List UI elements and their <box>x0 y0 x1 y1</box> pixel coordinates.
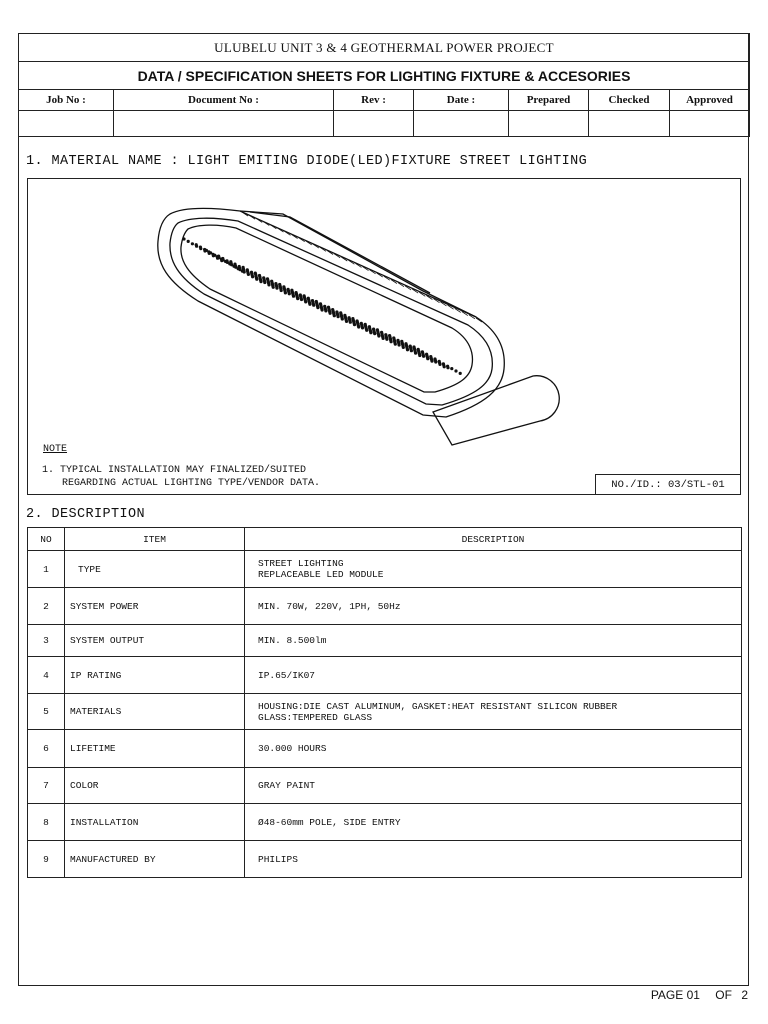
row-description-line-1: IP.65/IK07 <box>258 669 316 681</box>
led-dot <box>258 274 261 277</box>
row-no: 5 <box>28 694 65 730</box>
led-dot <box>356 319 359 322</box>
table-row <box>28 551 742 588</box>
led-dot <box>348 316 351 319</box>
led-dot <box>182 237 185 240</box>
row-description-line-1: Ø48-60mm POLE, SIDE ENTRY <box>258 816 401 828</box>
table-row <box>28 768 742 804</box>
led-dot <box>246 268 249 271</box>
led-dot <box>262 276 265 279</box>
rev-label: Rev : <box>334 90 414 111</box>
led-dot <box>380 331 383 334</box>
led-dot <box>307 297 310 300</box>
led-dot <box>331 308 334 311</box>
row-description <box>245 768 742 804</box>
led-dot <box>343 314 346 317</box>
table-row <box>28 841 742 878</box>
row-description-line-1: HOUSING:DIE CAST ALUMINUM, GASKET:HEAT RESISTANT SILICON RUBBER <box>258 700 618 712</box>
table-row <box>28 625 742 657</box>
led-dot <box>282 285 285 288</box>
row-description-line-1: 30.000 HOURS <box>258 743 327 754</box>
led-dot <box>372 328 375 331</box>
led-dot <box>409 345 412 348</box>
led-dot <box>254 272 257 275</box>
checked-value <box>589 111 670 137</box>
led-dot <box>327 306 330 309</box>
row-description <box>245 730 742 768</box>
table-row <box>28 657 742 694</box>
led-dot <box>351 317 354 320</box>
led-dot <box>221 257 224 260</box>
row-description-line-1: MIN. 70W, 220V, 1PH, 50Hz <box>258 600 401 612</box>
row-no: 1 <box>28 551 65 588</box>
led-dot <box>429 355 432 358</box>
row-item: MANUFACTURED BY <box>65 841 245 878</box>
row-item: INSTALLATION <box>65 804 245 841</box>
led-dot <box>274 282 277 285</box>
row-description-line-1: PHILIPS <box>258 853 298 865</box>
led-dot <box>233 263 236 266</box>
led-dot <box>242 266 245 269</box>
led-dot <box>446 365 449 368</box>
led-dot <box>238 265 241 268</box>
led-dot <box>213 254 216 257</box>
led-dot <box>335 310 338 313</box>
led-dot <box>191 242 194 245</box>
project-title: ULUBELU UNIT 3 & 4 GEOTHERMAL POWER PROJECT <box>19 34 750 62</box>
row-no: 4 <box>28 657 65 694</box>
led-dot <box>195 243 198 246</box>
document-no-label: Document No : <box>114 90 334 111</box>
led-dot <box>384 333 387 336</box>
approved-label: Approved <box>670 90 750 111</box>
page-total: 2 <box>741 988 748 1002</box>
led-dot <box>323 305 326 308</box>
row-no: 3 <box>28 625 65 657</box>
led-dot <box>311 299 314 302</box>
row-item: IP RATING <box>65 657 245 694</box>
description-table <box>27 527 742 878</box>
approved-value <box>670 111 750 137</box>
prepared-label: Prepared <box>509 90 589 111</box>
led-dot <box>187 240 190 243</box>
note-title: NOTE <box>43 444 68 455</box>
section-2-title: 2. DESCRIPTION <box>26 507 146 522</box>
col-item-header: ITEM <box>65 528 245 551</box>
led-dot <box>315 300 318 303</box>
drawing-id-label: NO./ID.: 03/STL-01 <box>595 474 741 495</box>
page-of-label: OF <box>715 988 732 1002</box>
row-description-line-1: MIN. 8.500lm <box>258 635 327 646</box>
street-light-drawing <box>28 179 740 494</box>
led-dot <box>454 369 457 372</box>
document-title: DATA / SPECIFICATION SHEETS FOR LIGHTING FIXTURE & ACCESORIES <box>19 62 750 90</box>
table-row <box>28 588 742 625</box>
led-dot <box>229 260 232 263</box>
row-description <box>245 804 742 841</box>
led-dot <box>459 372 462 375</box>
led-dot <box>287 288 290 291</box>
drawing-box <box>27 178 741 495</box>
row-item: SYSTEM POWER <box>65 588 245 625</box>
row-no: 8 <box>28 804 65 841</box>
row-description-line-1: STREET LIGHTING <box>258 558 344 569</box>
page-footer <box>648 988 748 1002</box>
row-item: SYSTEM OUTPUT <box>65 625 245 657</box>
led-dot <box>368 325 371 328</box>
led-dot <box>442 362 445 365</box>
table-row <box>28 694 742 730</box>
date-value <box>414 111 509 137</box>
row-description-line-2: GLASS:TEMPERED GLASS <box>258 711 373 723</box>
row-description-line-1: GRAY PAINT <box>258 780 316 791</box>
row-description-line-2: REPLACEABLE LED MODULE <box>258 569 384 580</box>
document-no-value <box>114 111 334 137</box>
row-item: COLOR <box>65 768 245 804</box>
led-dot <box>364 323 367 326</box>
row-no: 7 <box>28 768 65 804</box>
row-item: TYPE <box>65 551 245 588</box>
col-description-header: DESCRIPTION <box>245 528 742 551</box>
led-dot <box>376 328 379 331</box>
description-table-header <box>28 528 742 551</box>
job-no-label: Job No : <box>19 90 114 111</box>
section-1-title: 1. MATERIAL NAME : LIGHT EMITING DIODE(LED)FIXTURE STREET LIGHTING <box>26 154 588 169</box>
note-line-2: REGARDING ACTUAL LIGHTING TYPE/VENDOR DATA. <box>62 478 321 489</box>
led-dot <box>360 322 363 325</box>
led-dot <box>421 350 424 353</box>
row-description <box>245 625 742 657</box>
led-dot <box>425 353 428 356</box>
led-dot <box>412 345 415 348</box>
col-no-header: NO <box>28 528 65 551</box>
prepared-value <box>509 111 589 137</box>
date-label: Date : <box>414 90 509 111</box>
led-dot <box>217 255 220 258</box>
led-dot <box>295 291 298 294</box>
document-header <box>18 33 750 137</box>
led-dot <box>388 334 391 337</box>
led-dot <box>339 311 342 314</box>
led-dot <box>209 251 212 254</box>
led-dot <box>400 340 403 343</box>
led-dot <box>303 294 306 297</box>
rev-value <box>334 111 414 137</box>
led-dot <box>396 339 399 342</box>
led-dot <box>266 277 269 280</box>
led-dot <box>250 271 253 274</box>
table-row <box>28 730 742 768</box>
led-dot <box>433 357 436 360</box>
row-item: MATERIALS <box>65 694 245 730</box>
led-dot <box>450 367 453 370</box>
row-description <box>245 588 742 625</box>
led-dot <box>270 280 273 283</box>
row-description <box>245 551 742 588</box>
led-dot <box>392 336 395 339</box>
led-dot <box>438 360 441 363</box>
table-row <box>28 804 742 841</box>
led-dot <box>205 249 208 252</box>
row-no: 2 <box>28 588 65 625</box>
led-dot <box>199 246 202 249</box>
row-description <box>245 841 742 878</box>
led-dot <box>299 293 302 296</box>
led-dot <box>278 283 281 286</box>
note-line-1: 1. TYPICAL INSTALLATION MAY FINALIZED/SUITED <box>42 465 307 476</box>
row-description <box>245 657 742 694</box>
led-dot <box>225 259 228 262</box>
led-dot <box>319 302 322 305</box>
led-dot <box>417 348 420 351</box>
checked-label: Checked <box>589 90 670 111</box>
page-number: PAGE 01 <box>650 988 700 1002</box>
row-item: LIFETIME <box>65 730 245 768</box>
row-no: 6 <box>28 730 65 768</box>
led-dot <box>404 342 407 345</box>
led-dot <box>290 289 293 292</box>
row-description <box>245 694 742 730</box>
row-no: 9 <box>28 841 65 878</box>
job-no-value <box>19 111 114 137</box>
